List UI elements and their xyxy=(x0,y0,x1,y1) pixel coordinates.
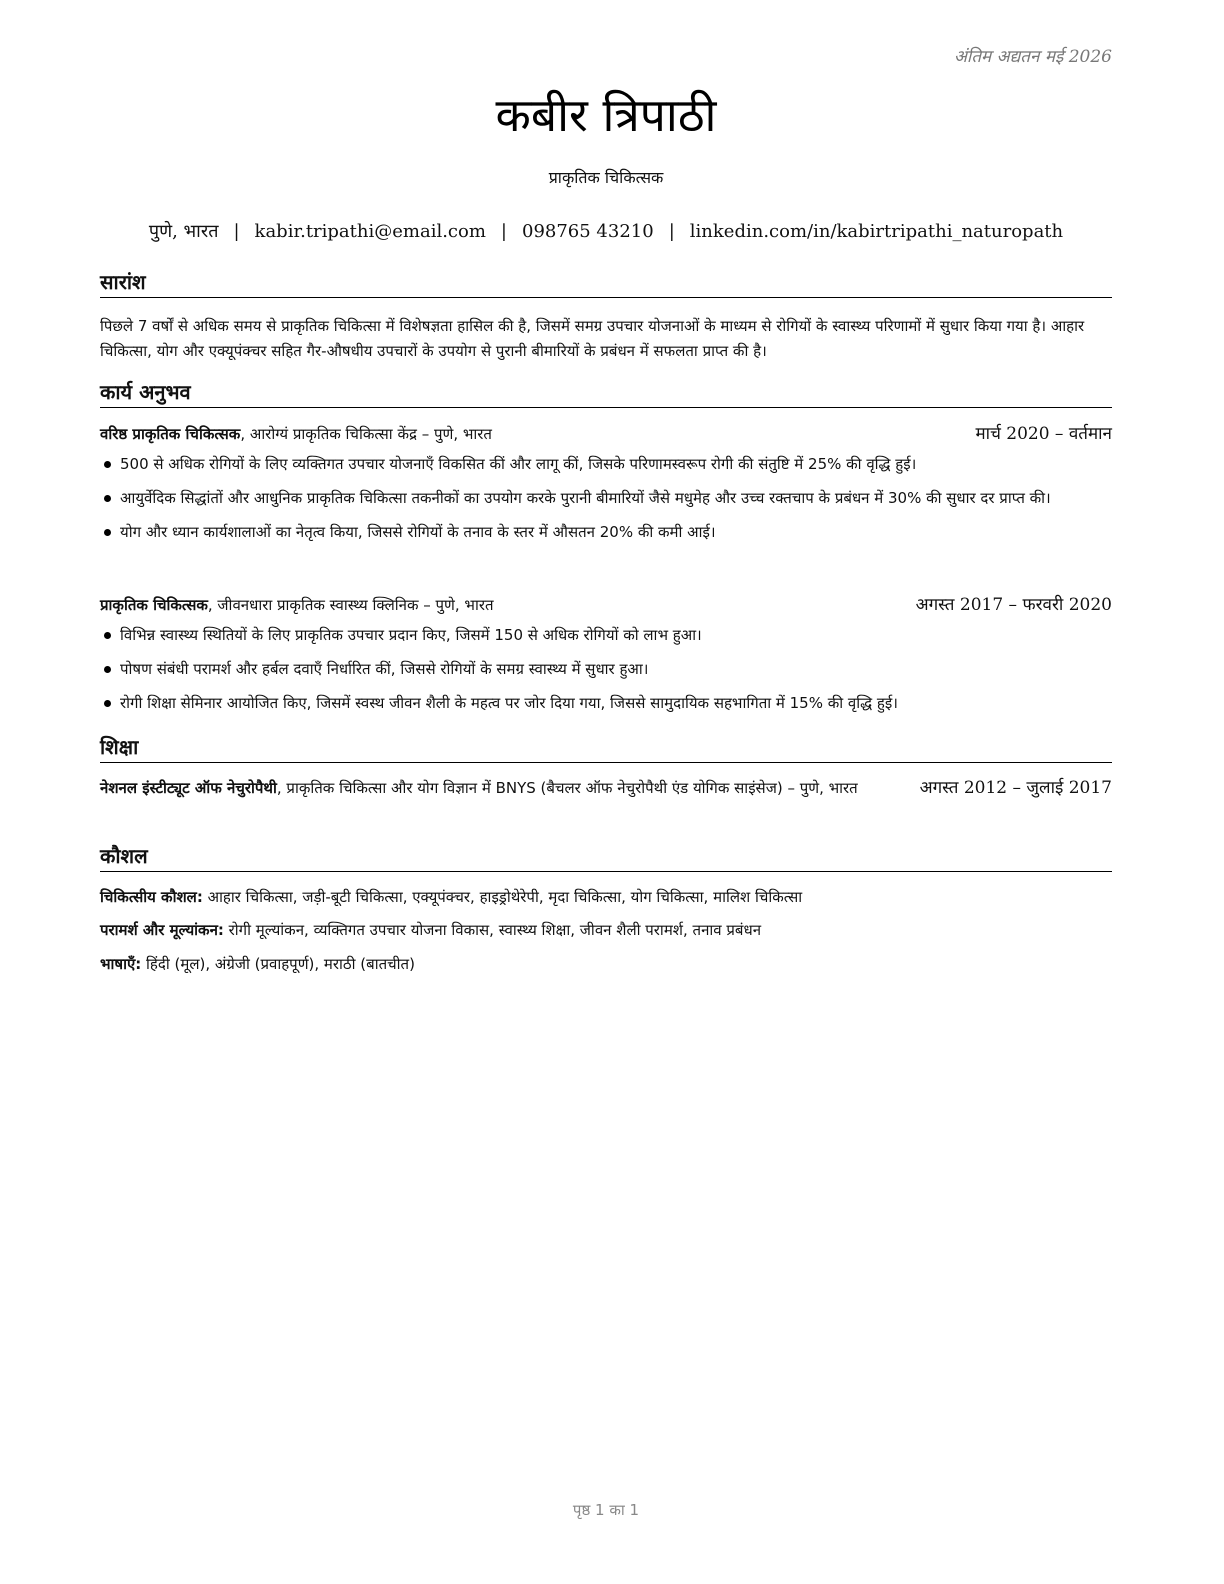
skill-row xyxy=(100,885,1112,910)
job-bullets xyxy=(100,452,1112,554)
skill-value: रोगी मूल्यांकन, व्यक्तिगत उपचार योजना विकास, स्वास्थ्य शिक्षा, जीवन शैली परामर्श, तनाव प्रबंधन xyxy=(223,921,762,939)
bullet-item: आयुर्वेदिक सिद्धांतों और आधुनिक प्राकृतिक चिकित्सा तकनीकों का उपयोग करके पुरानी बीमारियों जैसे मधुमेह और उच्च रक्तचाप के प्रबंधन में 30% की सुधार दर प्राप्त की। xyxy=(100,486,1112,511)
summary-heading: सारांश xyxy=(100,268,1112,298)
skill-label: भाषाएँ: xyxy=(100,955,142,973)
bullet-item: पोषण संबंधी परामर्श और हर्बल दवाएँ निर्धारित कीं, जिससे रोगियों के समग्र स्वास्थ्य में सुधार हुआ। xyxy=(100,657,1112,682)
bullet-item: 500 से अधिक रोगियों के लिए व्यक्तिगत उपचार योजनाएँ विकसित कीं और लागू कीं, जिसके परिणामस्वरूप रोगी की संतुष्टि में 25% की वृद्धि हुई। xyxy=(100,452,1112,477)
skill-label: परामर्श और मूल्यांकन: xyxy=(100,921,224,939)
job-dates: मार्च 2020 – वर्तमान xyxy=(975,424,1112,444)
job-role: प्राकृतिक चिकित्सक xyxy=(100,596,208,614)
skill-label: चिकित्सीय कौशल: xyxy=(100,888,203,906)
skill-row xyxy=(100,918,1112,943)
contact-line xyxy=(100,218,1112,246)
education-entry xyxy=(100,776,1112,801)
contact-phone: 098765 43210 xyxy=(522,221,654,242)
education-details: , प्राकृतिक चिकित्सा और योग विज्ञान में BNYS (बैचलर ऑफ नेचुरोपैथी एंड योगिक साइंसेज) – पुणे, भारत xyxy=(276,779,858,797)
contact-separator: | xyxy=(500,221,507,242)
education-text xyxy=(100,776,890,801)
bullet-item: रोगी शिक्षा सेमिनार आयोजित किए, जिसमें स्वस्थ जीवन शैली के महत्व पर जोर दिया गया, जिससे सामुदायिक सहभागिता में 15% की वृद्धि हुई। xyxy=(100,691,1112,716)
education-dates: अगस्त 2012 – जुलाई 2017 xyxy=(919,778,1112,798)
contact-email[interactable]: kabir.tripathi@email.com xyxy=(254,221,486,242)
job-org: , जीवनधारा प्राकृतिक स्वास्थ्य क्लिनिक – पुणे, भारत xyxy=(207,596,494,614)
last-updated-text: अंतिम अद्यतन मई 2026 xyxy=(953,47,1112,67)
contact-location: पुणे, भारत xyxy=(148,221,219,242)
job-header xyxy=(100,422,1112,446)
bullet-item: योग और ध्यान कार्यशालाओं का नेतृत्व किया, जिससे रोगियों के तनाव के स्तर में औसतन 20% की कमी आई। xyxy=(100,520,1112,545)
education-institution: नेशनल इंस्टीट्यूट ऑफ नेचुरोपैथी xyxy=(100,779,277,797)
bullet-item: विभिन्न स्वास्थ्य स्थितियों के लिए प्राकृतिक उपचार प्रदान किए, जिसमें 150 से अधिक रोगियों को लाभ हुआ। xyxy=(100,623,1112,648)
skill-value: आहार चिकित्सा, जड़ी-बूटी चिकित्सा, एक्यूपंक्चर, हाइड्रोथेरेपी, मृदा चिकित्सा, योग चिकित्सा, मालिश चिकित्सा xyxy=(202,888,803,906)
job-header xyxy=(100,593,1112,617)
contact-separator: | xyxy=(668,221,675,242)
contact-linkedin[interactable]: linkedin.com/in/kabirtripathi_naturopath xyxy=(689,221,1064,242)
skill-row xyxy=(100,952,1112,977)
contact-separator: | xyxy=(233,221,240,242)
summary-text: पिछले 7 वर्षों से अधिक समय से प्राकृतिक चिकित्सा में विशेषज्ञता हासिल की है, जिसमें समग्र उपचार योजनाओं के माध्यम से रोगियों के स्वास्थ्य परिणामों में सुधार किया गया है। आहार चिकित्सा, योग और एक्यूपंक्चर सहित गैर-औषधीय उपचारों के उपयोग से पुरानी बीमारियों के प्रबंधन में सफलता प्राप्त की है। xyxy=(100,317,1085,360)
job-role: वरिष्ठ प्राकृतिक चिकित्सक xyxy=(100,425,241,443)
skill-value: हिंदी (मूल), अंग्रेजी (प्रवाहपूर्ण), मराठी (बातचीत) xyxy=(141,955,415,973)
job-dates: अगस्त 2017 – फरवरी 2020 xyxy=(915,595,1112,615)
job-org: , आरोग्यं प्राकृतिक चिकित्सा केंद्र – पुणे, भारत xyxy=(240,425,492,443)
job-bullets xyxy=(100,623,1112,725)
education-heading: शिक्षा xyxy=(100,733,1112,763)
candidate-title: प्राकृतिक चिकित्सक xyxy=(548,168,664,187)
candidate-name: कबीर त्रिपाठी xyxy=(495,88,717,142)
page-number: पृष्ठ 1 का 1 xyxy=(572,1501,640,1519)
resume-page xyxy=(100,0,1112,1584)
experience-heading: कार्य अनुभव xyxy=(100,378,1112,408)
skills-heading: कौशल xyxy=(100,842,1112,872)
